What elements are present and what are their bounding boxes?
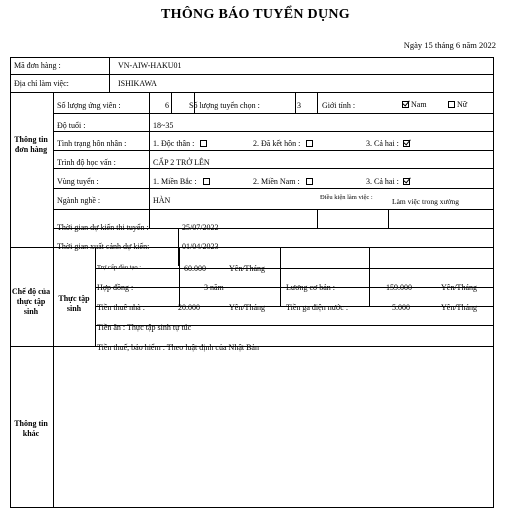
region-north	[153, 177, 212, 187]
training-allowance-unit: Yên/Tháng	[229, 264, 265, 273]
marital-both-label: 3. Cả hai :	[366, 139, 399, 148]
education-label: Trình độ học vấn :	[57, 158, 116, 167]
region-both	[366, 177, 412, 187]
work-condition-value: Làm việc trong xưởng	[392, 197, 459, 206]
region-south	[253, 177, 315, 187]
marital-single-label: 1. Độc thân :	[153, 139, 195, 148]
section-other-info: Thông tin khác	[14, 419, 48, 438]
rent-label: Tiền thuê nhà :	[97, 303, 145, 312]
age-label: Độ tuổi :	[57, 121, 86, 130]
job-label: Ngành nghề :	[57, 196, 101, 205]
document-title: THÔNG BÁO TUYỂN DỤNG	[161, 7, 350, 22]
marital-single	[153, 139, 209, 149]
marital-married-checkbox[interactable]	[306, 140, 313, 147]
base-salary-value: 159.000	[386, 283, 412, 292]
rent-unit: Yên/Tháng	[229, 303, 265, 312]
age-value: 18~35	[153, 121, 174, 130]
gender-female-label: Nữ	[457, 100, 468, 109]
applicants-value: 6	[165, 101, 169, 110]
utility-unit: Yên/Tháng	[441, 303, 477, 312]
region-south-label: 2. Miền Nam :	[253, 177, 300, 186]
marital-married	[253, 139, 315, 149]
gender-male-label: Nam	[411, 100, 427, 109]
region-north-checkbox[interactable]	[203, 178, 210, 185]
utility-value: 5.000	[392, 303, 410, 312]
region-label: Vùng tuyển :	[57, 177, 99, 186]
work-address-value: ISHIKAWA	[118, 79, 157, 88]
tax-info: Tiền thuế, bảo hiểm : Theo luật định của Nhật Bản	[97, 343, 259, 352]
base-salary-label: Lương cơ bản :	[286, 283, 336, 292]
region-south-checkbox[interactable]	[306, 178, 313, 185]
section-trainee-regime: Chế độ của thực tập sinh	[11, 287, 51, 316]
order-code-value: VN-AIW-HAKU01	[118, 61, 182, 70]
order-code-label: Mã đơn hàng :	[14, 61, 61, 70]
selected-label: Số lượng tuyển chọn :	[189, 101, 260, 110]
exam-date-value: 25/07/2022	[182, 223, 219, 232]
work-address-label: Địa chỉ làm việc:	[14, 79, 69, 88]
contract-value: 3 năm	[204, 283, 224, 292]
work-condition-label: Điều kiện làm việc :	[320, 194, 373, 201]
marital-both	[366, 139, 412, 149]
male-checkbox[interactable]	[402, 101, 409, 108]
training-allowance-value: 60.000	[184, 264, 206, 273]
marital-label: Tình trạng hôn nhân :	[57, 139, 127, 148]
education-value: CẤP 2 TRỞ LÊN	[153, 158, 210, 167]
gender-label: Giới tính :	[322, 101, 356, 110]
marital-married-label: 2. Đã kết hôn :	[253, 139, 301, 148]
utility-label: Tiền ga điện nước :	[286, 303, 349, 312]
base-salary-unit: Yên/Tháng	[441, 283, 477, 292]
departure-date-label: Thời gian xuất cảnh dự kiến:	[57, 242, 150, 251]
female-checkbox[interactable]	[448, 101, 455, 108]
contract-label: Hợp đồng :	[97, 283, 134, 292]
gender-male	[400, 100, 427, 110]
section-order-info: Thông tin đơn hàng	[14, 135, 48, 154]
document-date: Ngày 15 tháng 6 năm 2022	[403, 40, 496, 50]
selected-value: 3	[297, 101, 301, 110]
gender-female	[446, 100, 467, 110]
departure-date-value: 01/04/2023	[182, 242, 219, 251]
marital-single-checkbox[interactable]	[200, 140, 207, 147]
job-value: HÀN	[153, 196, 171, 205]
applicants-label: Số lượng ứng viên :	[57, 101, 121, 110]
region-both-label: 3. Cả hai :	[366, 177, 399, 186]
training-allowance-label: Trợ cấp đào tạo :	[97, 264, 141, 271]
food-info: Tiền ăn : Thực tập sinh tự túc	[97, 323, 192, 332]
exam-date-label: Thời gian dự kiến thi tuyển :	[57, 223, 149, 232]
rent-value: 20.000	[178, 303, 200, 312]
marital-both-checkbox[interactable]	[403, 140, 410, 147]
region-both-checkbox[interactable]	[403, 178, 410, 185]
section-trainee: Thực tập sinh	[58, 294, 90, 313]
region-north-label: 1. Miền Bắc :	[153, 177, 197, 186]
